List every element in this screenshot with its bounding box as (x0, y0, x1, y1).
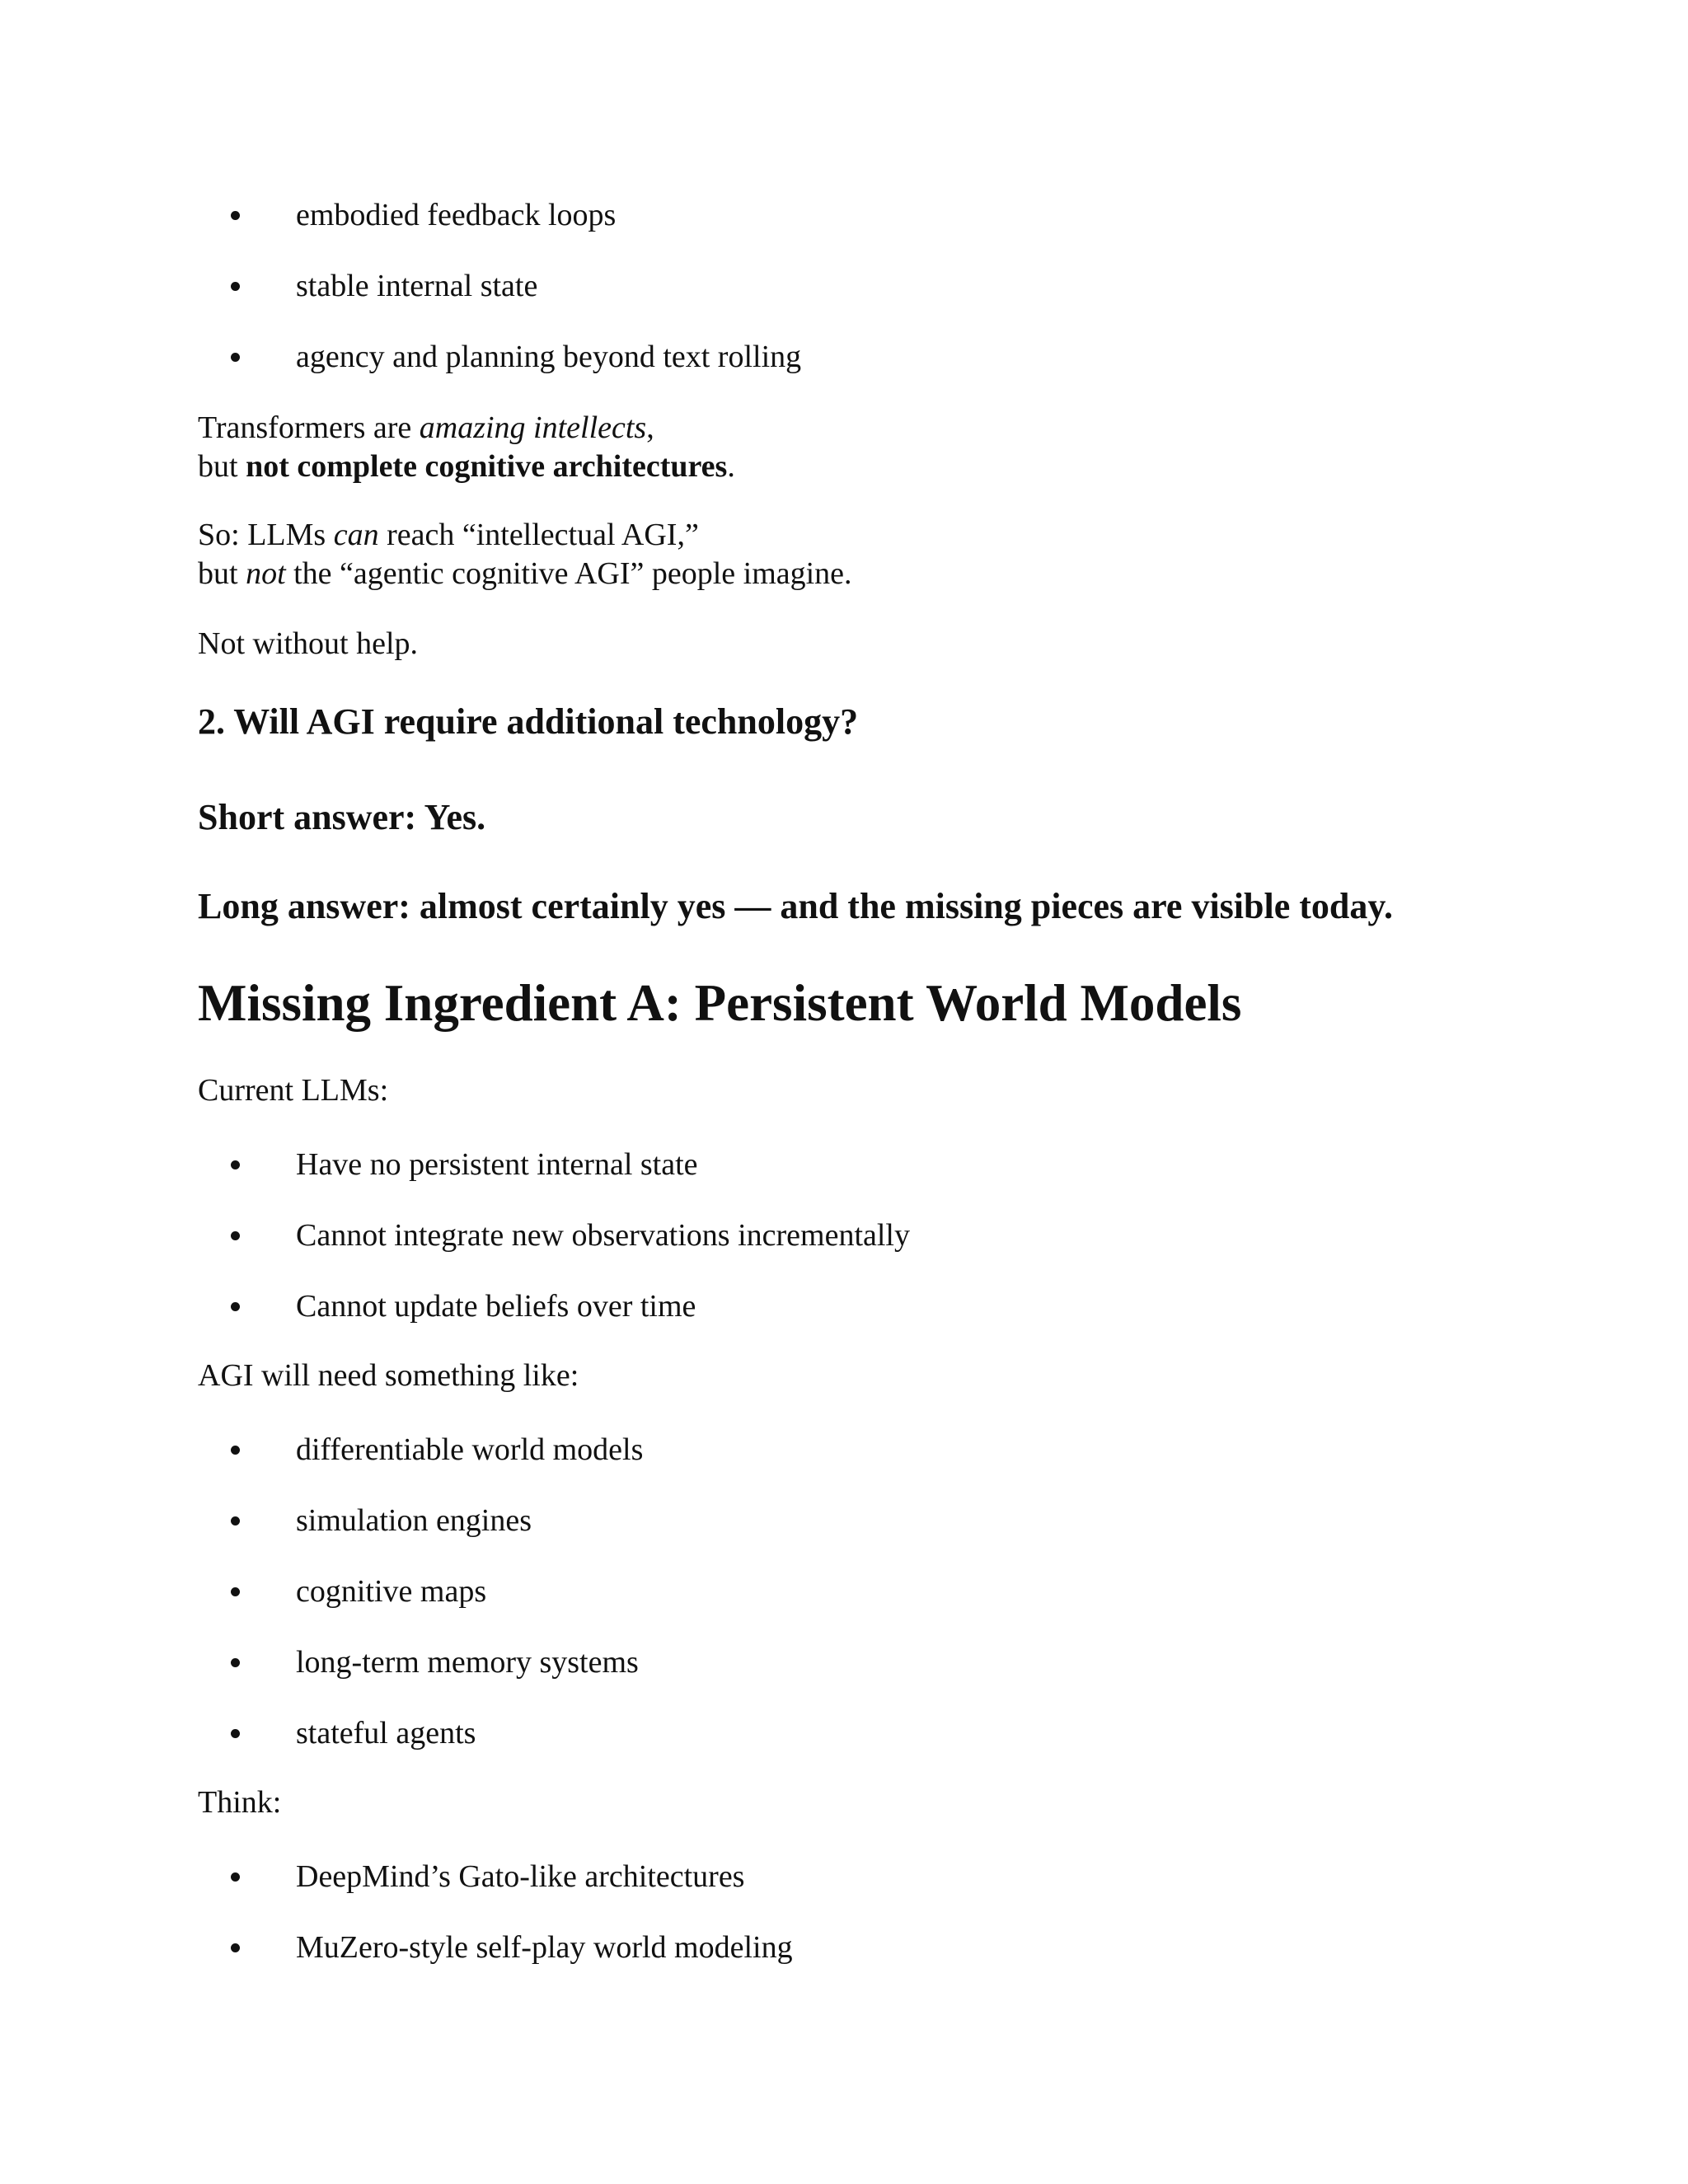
bullet-icon (231, 1160, 240, 1169)
bullet-icon (231, 1658, 240, 1667)
ingredient-a-heading: Missing Ingredient A: Persistent World Models (198, 974, 1242, 1032)
document-page: embodied feedback loops stable internal state agency and planning beyond text rolling Transformers are amazing intellects, but not complete cognitive architectures. So: LLMs can reach “intellectual AGI,” but not the “agentic cognitive AGI” people imagine. Not without help. 2. Will AGI require additional technology? Short answer: Yes. Long answer: almost certainly yes — and the missing pieces are visible today. Missing Ingredient A: Persistent World Models Current LLMs: Have no persistent internal state Cannot integrate new observations incrementally Cannot update beliefs over time AGI will need something like: differentiable world models simulation engines cognitive maps long-term memory systems stateful agents Think: DeepMind’s Gato-like architectures MuZero-style self-play world modeling (198, 198, 1393, 1965)
bullet-icon (231, 1943, 240, 1952)
transformers-paragraph: Transformers are amazing intellects, but not complete cognitive architectures. (198, 410, 735, 484)
bullet-icon (231, 1516, 240, 1526)
think-label: Think: (198, 1785, 282, 1820)
bullet-icon (231, 211, 240, 220)
long-answer-heading: Long answer: almost certainly yes — and the missing pieces are visible today. (198, 886, 1393, 926)
bullet-icon (231, 1231, 240, 1240)
bullet-icon (231, 282, 240, 291)
bullet-icon (231, 1872, 240, 1882)
bullet-icon (231, 1446, 240, 1455)
current-llms-label: Current LLMs: (198, 1073, 389, 1108)
bullet-icon (231, 353, 240, 362)
not-without-help: Not without help. (198, 626, 419, 661)
bullet-icon (231, 1587, 240, 1596)
bullet-icon (231, 1729, 240, 1738)
short-answer-heading: Short answer: Yes. (198, 797, 486, 837)
so-paragraph: So: LLMs can reach “intellectual AGI,” but not the “agentic cognitive AGI” people imagine. (198, 518, 852, 591)
agi-need-label: AGI will need something like: (198, 1358, 579, 1393)
bullet-icon (231, 1302, 240, 1311)
section-heading: 2. Will AGI require additional technology? (198, 701, 859, 742)
